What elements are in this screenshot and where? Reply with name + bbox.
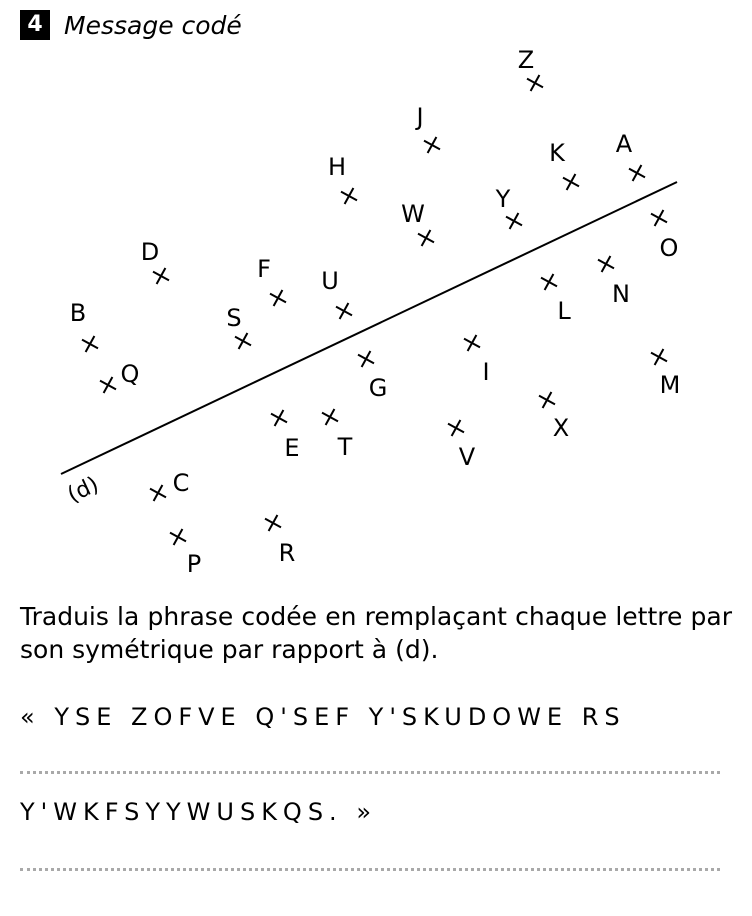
- exercise-number: 4: [20, 10, 50, 40]
- point-x: [539, 392, 569, 442]
- point-t-label: T: [337, 433, 353, 461]
- point-c-label: C: [172, 469, 190, 497]
- point-z: [518, 46, 543, 91]
- point-l-cross-mark: [541, 274, 557, 290]
- point-l: [541, 274, 571, 325]
- point-b-cross-mark: [82, 336, 98, 352]
- axis-line-d: [61, 182, 677, 474]
- point-g-cross-mark: [358, 351, 374, 367]
- answer-line-1[interactable]: [20, 771, 720, 774]
- point-d: [141, 238, 169, 284]
- point-y-label: Y: [495, 185, 511, 213]
- point-u: [321, 267, 352, 319]
- point-h: [328, 153, 357, 204]
- point-b: [70, 299, 98, 352]
- point-v: [448, 420, 476, 471]
- axis-label-d: (d): [63, 472, 103, 509]
- point-c: [150, 469, 189, 501]
- point-k-label: K: [549, 139, 565, 167]
- exercise-title: Message codé: [64, 10, 242, 40]
- point-g-label: G: [368, 374, 388, 402]
- point-j-label: J: [416, 103, 424, 131]
- point-k-cross-mark: [563, 174, 579, 190]
- point-c-cross-mark: [150, 485, 166, 501]
- answer-line-2[interactable]: [20, 868, 720, 871]
- point-f-cross-mark: [270, 290, 286, 306]
- point-y-cross-mark: [506, 213, 522, 229]
- point-w-cross-mark: [418, 230, 434, 246]
- coded-message-line-1: « YSE ZOFVE Q'SEF Y'SKUDOWE RS: [20, 703, 626, 731]
- point-n: [598, 256, 630, 308]
- point-q: [100, 360, 139, 393]
- point-x-cross-mark: [539, 392, 555, 408]
- point-r-cross-mark: [265, 515, 281, 531]
- point-r: [265, 515, 295, 567]
- point-e-label: E: [284, 434, 300, 462]
- point-m-cross-mark: [651, 349, 667, 365]
- point-h-label: H: [327, 153, 347, 181]
- point-i-label: I: [482, 358, 490, 386]
- point-m: [651, 349, 680, 399]
- point-p-label: P: [186, 550, 202, 578]
- point-a: [616, 130, 645, 181]
- point-o-cross-mark: [651, 210, 667, 226]
- point-s-label: S: [226, 304, 242, 332]
- point-j: [414, 103, 440, 153]
- point-z-label: Z: [517, 46, 535, 74]
- point-g: [358, 351, 387, 402]
- points-layer: [70, 46, 681, 578]
- point-l-label: L: [557, 297, 571, 325]
- point-a-label: A: [615, 130, 633, 158]
- point-m-label: M: [659, 371, 681, 399]
- point-r-label: R: [278, 539, 296, 567]
- point-s-cross-mark: [235, 333, 251, 349]
- point-t-cross-mark: [322, 409, 338, 425]
- point-p-cross-mark: [170, 529, 186, 545]
- point-i: [464, 335, 490, 386]
- point-a-cross-mark: [629, 165, 645, 181]
- point-d-label: D: [140, 238, 160, 266]
- point-t: [322, 409, 353, 461]
- point-u-label: U: [321, 267, 339, 295]
- point-z-cross-mark: [527, 75, 543, 91]
- point-x-label: X: [552, 414, 570, 442]
- point-j-cross-mark: [424, 137, 440, 153]
- point-u-cross-mark: [336, 303, 352, 319]
- point-p: [170, 529, 201, 578]
- point-e-cross-mark: [271, 410, 287, 426]
- coded-message-line-2: Y'WKFSYYWUSKQS. »: [20, 798, 377, 826]
- point-s: [226, 304, 251, 349]
- point-f-label: F: [257, 255, 271, 283]
- point-k: [549, 139, 579, 190]
- point-e: [271, 410, 300, 462]
- point-o: [651, 210, 678, 262]
- point-w: [401, 200, 434, 246]
- point-d-cross-mark: [153, 268, 169, 284]
- point-n-cross-mark: [598, 256, 614, 272]
- point-h-cross-mark: [341, 188, 357, 204]
- point-b-label: B: [69, 299, 87, 327]
- point-n-label: N: [612, 280, 630, 308]
- point-q-cross-mark: [100, 377, 116, 393]
- point-y: [495, 185, 522, 229]
- point-f: [257, 255, 286, 306]
- point-o-label: O: [659, 234, 679, 262]
- point-i-cross-mark: [464, 335, 480, 351]
- point-q-label: Q: [120, 360, 140, 388]
- point-w-label: W: [401, 200, 425, 228]
- point-v-cross-mark: [448, 420, 464, 436]
- instruction-text: Traduis la phrase codée en remplaçant chaque lettre par son symétrique par rapport à (d).: [20, 602, 732, 664]
- point-v-label: V: [458, 443, 476, 471]
